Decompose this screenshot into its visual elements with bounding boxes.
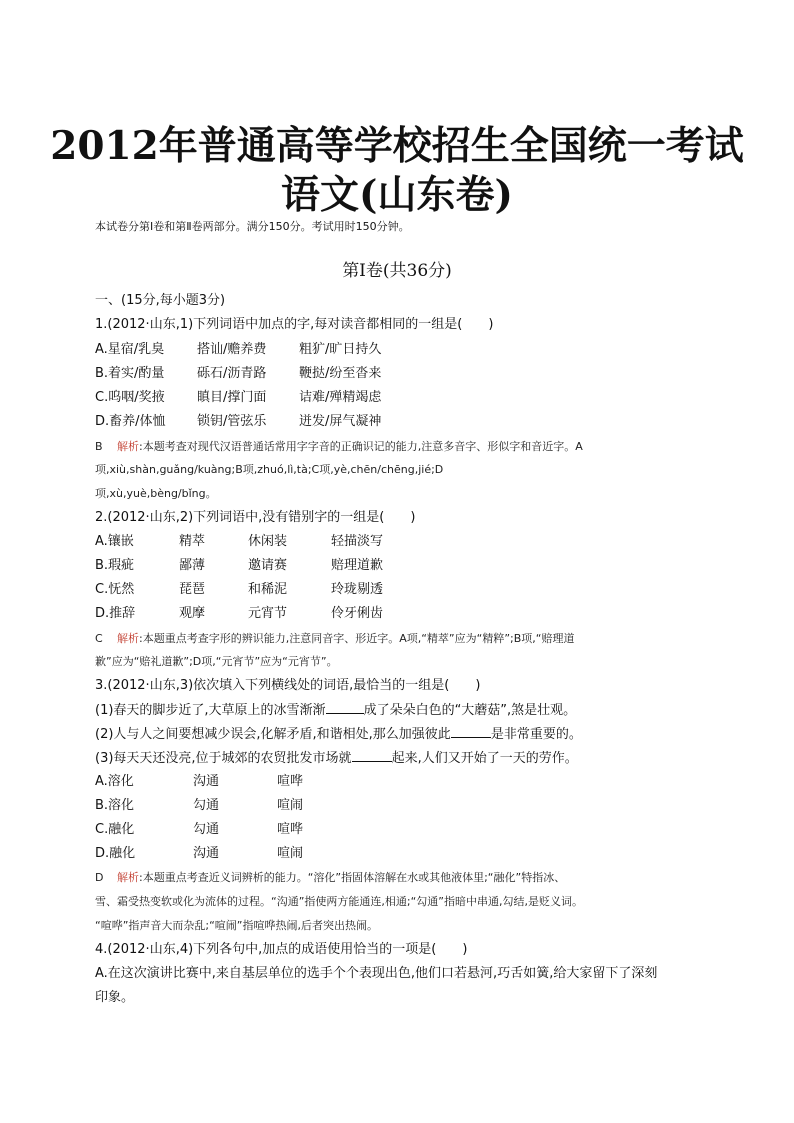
q1-option-d-3: 迸发/屏气凝神 <box>299 414 382 429</box>
q3-sentence-3-start: (3)每天天还没亮,位于城郊的农贸批发市场就 <box>95 751 352 766</box>
q1-option-d-1: D.畜养/体恤 <box>95 414 166 429</box>
q1-option-c-2: 瞋目/撑门面 <box>197 390 267 405</box>
q3-sentence-1 <box>95 701 576 720</box>
q2-option-d-4: 伶牙俐齿 <box>331 606 384 621</box>
q1-explanation <box>95 438 583 456</box>
q3-answer: D <box>95 871 104 884</box>
q3-sentence-2-end: 是非常重要的。 <box>490 727 582 742</box>
q3-stem: 3.(2012·山东,3)依次填入下列横线处的词语,最恰当的一组是( ) <box>95 678 481 693</box>
q3-option-d-1: D.融化 <box>95 846 136 861</box>
q1-stem: 1.(2012·山东,1)下列词语中加点的字,每对读音都相同的一组是( ) <box>95 317 494 332</box>
q3-sentence-1-end: 成了朵朵白色的“大蘑菇”,煞是壮观。 <box>363 703 577 718</box>
q3-sentence-3-end: 起来,人们又开始了一天的劳作。 <box>391 751 578 766</box>
q3-blank-2 <box>451 725 491 738</box>
q3-explanation-text-3: “喧哗”指声音大而杂乱;“喧闹”指喧哗热闹,后者突出热闹。 <box>95 919 378 932</box>
q1-option-b-3: 鞭挞/纷至沓来 <box>299 366 382 381</box>
q1-explanation-text-2: 项,xiù,shàn,guǎng/kuàng;B项,zhuó,lì,tà;C项,yè,chēn/chēng,jié;D <box>95 463 444 476</box>
q3-explanation <box>95 869 565 887</box>
q2-option-c-2: 琵琶 <box>179 582 206 597</box>
q3-blank-1 <box>326 701 364 714</box>
q3-sentence-2 <box>95 725 582 744</box>
exam-subtitle: 语文(山东卷) <box>281 172 513 218</box>
q2-answer: C <box>95 632 103 645</box>
q3-sentence-2-start: (2)人与人之间要想减少误会,化解矛盾,和谐相处,那么加强彼此 <box>95 727 451 742</box>
q2-option-c-4: 玲珑剔透 <box>331 582 384 597</box>
q2-option-c-3: 和稀泥 <box>248 582 288 597</box>
q3-blank-3 <box>352 749 392 762</box>
q2-option-a-1: A.镶嵌 <box>95 534 134 549</box>
q3-explanation-label: 解析 <box>117 871 139 884</box>
q1-option-a-3: 粗犷/旷日持久 <box>299 342 382 357</box>
q1-option-b-1: B.着实/酌量 <box>95 366 165 381</box>
q1-option-c-1: C.呜咽/奖掖 <box>95 390 165 405</box>
section-heading: 第Ⅰ卷(共36分) <box>342 261 452 281</box>
q2-option-a-2: 精萃 <box>179 534 206 549</box>
q2-option-c-1: C.怃然 <box>95 582 135 597</box>
q2-stem: 2.(2012·山东,2)下列词语中,没有错别字的一组是( ) <box>95 510 416 525</box>
q2-option-b-1: B.瑕疵 <box>95 558 135 573</box>
q3-sentence-1-start: (1)春天的脚步近了,大草原上的冰雪渐渐 <box>95 703 326 718</box>
q2-explanation-label: 解析 <box>117 632 139 645</box>
q2-option-a-3: 休闲装 <box>248 534 288 549</box>
q4-stem: 4.(2012·山东,4)下列各句中,加点的成语使用恰当的一项是( ) <box>95 942 468 957</box>
q2-option-b-3: 邀请赛 <box>248 558 288 573</box>
q1-option-d-2: 锁钥/管弦乐 <box>197 414 267 429</box>
q2-option-d-1: D.推辞 <box>95 606 136 621</box>
q3-option-b-2: 勾通 <box>193 798 220 813</box>
q3-option-a-2: 沟通 <box>193 774 220 789</box>
q1-option-a-2: 搭讪/赡养费 <box>197 342 267 357</box>
part-heading: 一、(15分,每小题3分) <box>95 293 226 308</box>
q2-explanation-text-1: :本题重点考查字形的辨识能力,注意同音字、形近字。A项,“精萃”应为“精粹”;B项,“赔理道 <box>139 632 575 645</box>
exam-title: 2012年普通高等学校招生全国统一考试 <box>50 123 744 169</box>
q3-sentence-3 <box>95 749 578 768</box>
q1-option-b-2: 砾石/沥青路 <box>197 366 267 381</box>
q2-explanation <box>95 630 574 648</box>
q3-explanation-text-2: 雪、霜受热变软或化为流体的过程。“沟通”指使两方能通连,相通;“勾通”指暗中串通,勾结,是贬义词。 <box>95 895 583 908</box>
q1-option-c-3: 诘难/殚精竭虑 <box>299 390 382 405</box>
q2-explanation-text-2: 歉”应为“赔礼道歉”;D项,“元宵节”应为“元宵节”。 <box>95 655 338 668</box>
q3-option-b-3: 喧闹 <box>277 798 304 813</box>
q2-option-b-2: 鄙薄 <box>179 558 206 573</box>
q3-option-d-2: 沟通 <box>193 846 220 861</box>
q3-option-d-3: 喧闹 <box>277 846 304 861</box>
q1-option-a-1: A.星宿/乳臭 <box>95 342 165 357</box>
q1-answer: B <box>95 440 103 453</box>
q2-option-d-3: 元宵节 <box>248 606 288 621</box>
q3-explanation-text-1: :本题重点考查近义词辨析的能力。“溶化”指固体溶解在水或其他液体里;“融化”特指冰、 <box>139 871 566 884</box>
q3-option-a-3: 喧哗 <box>277 774 304 789</box>
exam-intro: 本试卷分第Ⅰ卷和第Ⅱ卷两部分。满分150分。考试用时150分钟。 <box>95 220 410 233</box>
q3-option-c-3: 喧哗 <box>277 822 304 837</box>
q2-option-d-2: 观摩 <box>179 606 206 621</box>
q3-option-a-1: A.溶化 <box>95 774 134 789</box>
q1-explanation-text-3: 项,xù,yuè,bèng/bǐng。 <box>95 487 217 500</box>
q4-option-a-line-1: A.在这次演讲比赛中,来自基层单位的选手个个表现出色,他们口若悬河,巧舌如簧,给大家留下了深刻 <box>95 966 658 981</box>
q2-option-b-4: 赔理道歉 <box>331 558 384 573</box>
q2-option-a-4: 轻描淡写 <box>331 534 384 549</box>
q3-option-b-1: B.溶化 <box>95 798 135 813</box>
q1-explanation-label: 解析 <box>117 440 139 453</box>
q3-option-c-1: C.融化 <box>95 822 135 837</box>
q1-explanation-text-1: :本题考查对现代汉语普通话常用字字音的正确识记的能力,注意多音字、形似字和音近字。A <box>139 440 583 453</box>
q4-option-a-line-2: 印象。 <box>95 990 135 1005</box>
q3-option-c-2: 勾通 <box>193 822 220 837</box>
